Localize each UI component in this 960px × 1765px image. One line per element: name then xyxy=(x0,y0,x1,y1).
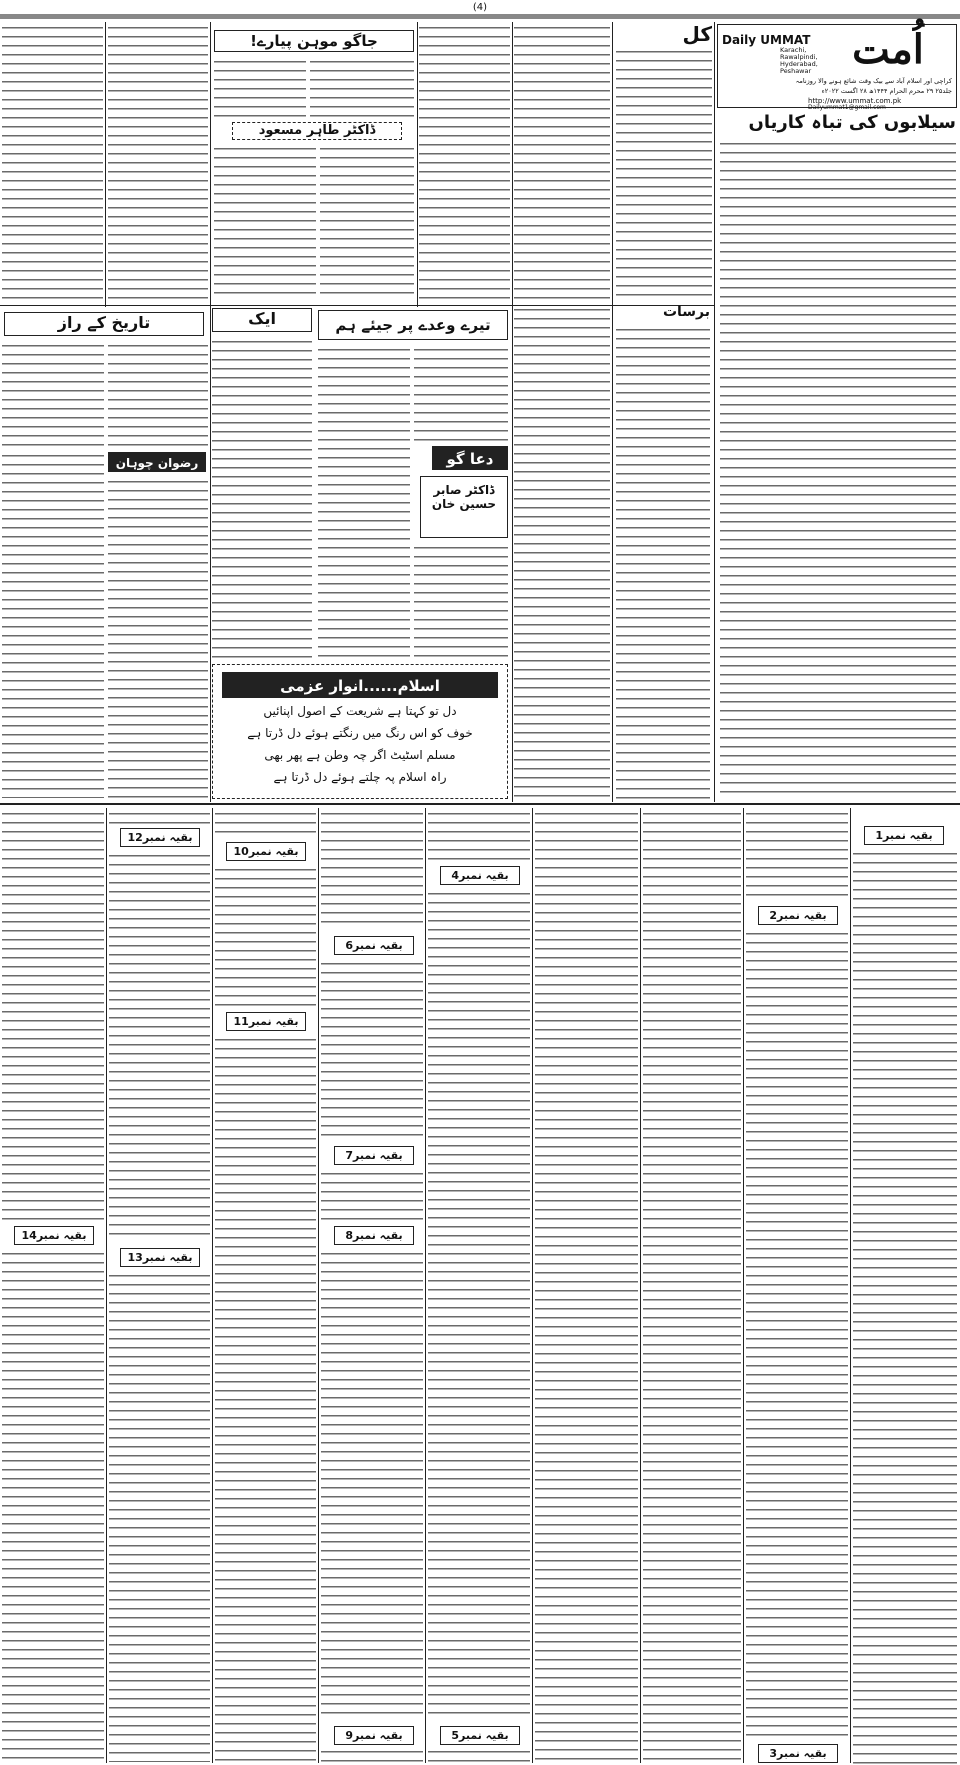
column-teray-body xyxy=(318,346,410,658)
poem-line-4: راہ اسلام پہ چلتے ہوئے دل ڈرتا ہے xyxy=(273,770,447,784)
poem-line-3: مسلم اسٹیٹ اگر چہ وطن ہے پھر بھی xyxy=(264,748,456,762)
section-rule-main xyxy=(0,803,960,805)
column-dua-title: دعا گو xyxy=(432,446,508,470)
author-sabir-hussain: ڈاکٹر صابر حسین خان xyxy=(420,476,508,538)
continuation-tag-7: بقیہ نمبر7 xyxy=(334,1146,414,1165)
continuation-tag-9: بقیہ نمبر9 xyxy=(334,1726,414,1745)
continuation-tag-6: بقیہ نمبر6 xyxy=(334,936,414,955)
column-barsat-body-2 xyxy=(514,306,610,801)
column-rule xyxy=(318,808,319,1763)
continuation-tag-2: بقیہ نمبر2 xyxy=(758,906,838,925)
continuation-body-10 xyxy=(215,866,316,1006)
column-tareekh-body-2 xyxy=(2,342,104,447)
column-barsat-body xyxy=(616,326,710,801)
column-rule xyxy=(106,808,107,1763)
poem-title: اسلام......انوار عزمی xyxy=(222,672,498,698)
continuation-body-13b xyxy=(2,810,104,1220)
continuation-body-9 xyxy=(321,1748,423,1763)
continuation-body-2c xyxy=(535,810,638,1760)
column-kal-continued-2 xyxy=(419,24,510,299)
column-rule xyxy=(743,808,744,1763)
column-rule xyxy=(640,808,641,1763)
continuation-body-11 xyxy=(215,1036,316,1763)
column-rule xyxy=(612,22,613,802)
column-tareekh-body-3 xyxy=(108,478,208,798)
continuation-body-2 xyxy=(746,930,848,1740)
editorial-body xyxy=(720,140,956,800)
masthead-website: http://www.ummat.com.pk xyxy=(808,97,902,105)
left-column-body xyxy=(108,24,208,299)
column-jago-title: جاگو موہن پیارے! xyxy=(214,30,414,52)
column-jago-body-2 xyxy=(214,145,316,295)
continuation-tag-11: بقیہ نمبر11 xyxy=(226,1012,306,1031)
continuation-body-4b xyxy=(321,810,423,930)
masthead-dateline: جلد۲۵ ۲۹ محرم الحرام ۱۴۴۴ھ ۲۸ اگست ۲۰۲۲ء xyxy=(821,87,952,95)
page-number: (4) xyxy=(472,2,488,13)
continuation-tag-4: بقیہ نمبر4 xyxy=(440,866,520,885)
continuation-body-7 xyxy=(321,1170,423,1220)
column-rule xyxy=(212,808,213,1763)
column-dua-body xyxy=(414,544,508,664)
poem-line-2: خوف کو اس رنگ میں رنگتے ہوئے دل ڈرتا ہے xyxy=(247,726,473,740)
column-kal-continued xyxy=(514,24,610,299)
column-teray-body-2 xyxy=(414,346,508,441)
column-ek-body xyxy=(212,338,312,658)
brand-name: Daily UMMAT xyxy=(722,33,811,47)
column-rule xyxy=(714,22,715,802)
column-jago-intro-2 xyxy=(214,58,306,118)
column-rule xyxy=(425,808,426,1763)
continuation-tag-14: بقیہ نمبر14 xyxy=(14,1226,94,1245)
continuation-tag-8: بقیہ نمبر8 xyxy=(334,1226,414,1245)
masthead-logo: اُمت xyxy=(852,26,924,73)
continuation-body-5 xyxy=(428,1748,530,1763)
masthead-tagline: کراچی اور اسلام آباد سے بیک وقت شائع ہونے والا روزنامہ xyxy=(795,77,952,85)
column-jago-intro xyxy=(310,58,414,118)
masthead-cities: Karachi, Rawalpindi, Hyderabad, Peshawar xyxy=(780,46,818,75)
continuation-body-12 xyxy=(109,852,210,1242)
top-rule-bar xyxy=(0,14,960,19)
column-rule xyxy=(417,22,418,307)
continuation-tag-5: بقیہ نمبر5 xyxy=(440,1726,520,1745)
column-rule xyxy=(850,808,851,1763)
continuation-body-14 xyxy=(2,1250,104,1763)
continuation-tag-3: بقیہ نمبر3 xyxy=(758,1744,838,1763)
continuation-body-1 xyxy=(853,850,957,1765)
continuation-body-11b xyxy=(109,810,210,824)
editorial-headline: سیلابوں کی تباہ کاریاں xyxy=(748,112,956,133)
column-tareekh-title: تاریخ کے راز xyxy=(4,312,204,336)
continuation-tag-13: بقیہ نمبر13 xyxy=(120,1248,200,1267)
author-rizwan-chohan: رضوان چوہان xyxy=(108,452,206,472)
left-column-body-2 xyxy=(2,24,103,299)
column-barsat-title: برسات xyxy=(662,304,710,320)
continuation-body-3 xyxy=(428,810,530,860)
column-rule xyxy=(532,808,533,1763)
column-kal-title: کل xyxy=(682,22,712,46)
continuation-body-6 xyxy=(321,960,423,1140)
continuation-body-13 xyxy=(109,1272,210,1762)
poem-line-1: دل تو کہتا ہے شریعت کے اصول اپنائیں xyxy=(263,704,457,718)
continuation-body-8 xyxy=(321,1250,423,1720)
column-tareekh-body-4 xyxy=(2,452,104,798)
masthead-email: Dailyummat1@gmail.com xyxy=(808,104,886,111)
column-ek-title: ایک xyxy=(212,308,312,332)
continuation-tag-1: بقیہ نمبر1 xyxy=(864,826,944,845)
column-teray-waaday-title: تیرے وعدے پر جیئے ہم xyxy=(318,310,508,340)
column-rule xyxy=(210,22,211,802)
continuation-body-9b xyxy=(215,810,316,836)
column-tareekh-body xyxy=(108,342,208,447)
masthead xyxy=(717,24,957,111)
column-rule xyxy=(512,22,513,802)
continuation-body-1b xyxy=(746,810,848,900)
column-kal-body xyxy=(616,48,712,298)
continuation-tag-10: بقیہ نمبر10 xyxy=(226,842,306,861)
column-jago-body xyxy=(320,145,414,295)
column-rule xyxy=(105,22,106,307)
author-tahir-masood: ڈاکٹر طاہر مسعود xyxy=(232,122,402,140)
continuation-body-4 xyxy=(428,890,530,1720)
continuation-tag-12: بقیہ نمبر12 xyxy=(120,828,200,847)
continuation-body-2b xyxy=(643,810,741,1760)
